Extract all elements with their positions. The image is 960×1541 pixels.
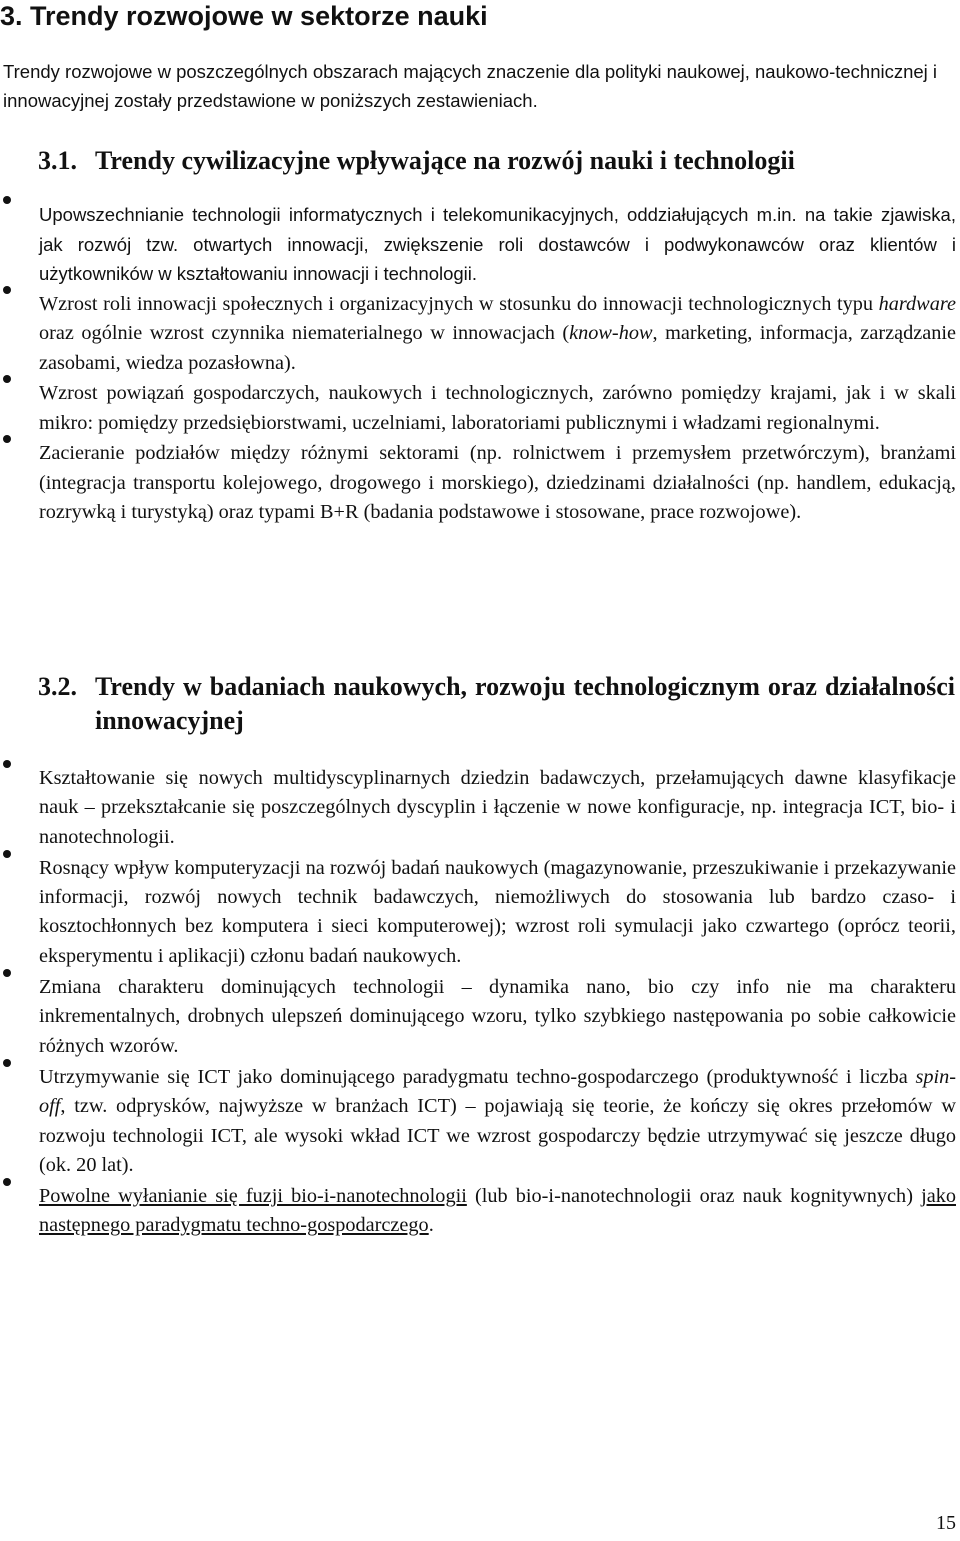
section-heading-3-1 bbox=[38, 144, 958, 178]
list-item-text: Zacieranie podziałów między różnymi sektorami (np. rolnictwem i przemysłem przetwórczym), branżami (integracja transportu kolejowego, drogowego i morskiego), dziedzinami działalności (np. handlem, edukacją, rozrywką i turystyką) oraz typami B+R (badania podstawowe i stosowane, prace rozwojowe). bbox=[39, 442, 956, 523]
list-item bbox=[0, 1182, 960, 1241]
section-number: 3.2. bbox=[38, 672, 77, 701]
list-item bbox=[0, 379, 960, 438]
list-item bbox=[0, 764, 960, 852]
list-item-text: Wzrost powiązań gospodarczych, naukowych i technologicznych, zarówno pomiędzy krajami, jak i w skali mikro: pomiędzy przedsiębiorstwami, uczelniami, laboratoriami publicznymi i władzami regionalnymi. bbox=[39, 382, 956, 434]
italic-term: hardware bbox=[878, 292, 956, 315]
intro-paragraph: Trendy rozwojowe w poszczególnych obszarach mających znaczenie dla polityki naukowej, naukowo-technicznej i innowacyjnej zostały przedstawione w poniższych zestawieniach. bbox=[3, 61, 938, 111]
page-number: 15 bbox=[936, 1512, 956, 1534]
chapter-heading: 3. Trendy rozwojowe w sektorze nauki bbox=[0, 1, 488, 31]
underlined-phrase: jako następnego paradygmatu techno-gospodarczego bbox=[39, 1185, 956, 1237]
section-number: 3.1. bbox=[38, 146, 77, 175]
section-title: Trendy cywilizacyjne wpływające na rozwój nauki i technologii bbox=[95, 146, 795, 175]
italic-term: spin-off bbox=[39, 1065, 956, 1118]
list-item bbox=[0, 439, 960, 528]
trend-list-research bbox=[0, 764, 960, 1243]
list-item bbox=[0, 1063, 960, 1180]
list-item bbox=[0, 973, 960, 1061]
trend-list-civilizational bbox=[0, 200, 960, 529]
list-item bbox=[0, 200, 960, 289]
underlined-phrase: Powolne wyłanianie się fuzji bio-i-nanotechnologii bbox=[39, 1185, 467, 1208]
list-item-text: Kształtowanie się nowych multidyscyplinarnych dziedzin badawczych, przełamujących dawne klasyfikacje nauk – przekształcanie się poszczególnych dyscyplin i łączenie w nowe konfiguracje, np. integracja ICT, bio- i nanotechnologii. bbox=[39, 767, 956, 848]
list-item-text: Utrzymywanie się ICT jako dominującego paradygmatu techno-gospodarczego (produktywność i liczba spin-off, tzw. odprysków, najwyższe w branżach ICT) – pojawiają się teorie, że kończy się okres przełomów w rozwoju technologii ICT, ale wysoki wkład ICT we wzrost gospodarczy będzie utrzymywać się jeszcze długo (ok. 20 lat). bbox=[39, 1065, 956, 1176]
italic-term: know-how bbox=[569, 322, 653, 344]
list-item bbox=[0, 290, 960, 379]
list-item-text: Upowszechnianie technologii informatycznych i telekomunikacyjnych, oddziałujących m.in. na takie zjawiska, jak rozwój tzw. otwartych innowacji, zwiększenie roli dostawców i podwykonawców oraz klientów i użytkowników w kształtowaniu innowacji i technologii. bbox=[39, 204, 956, 284]
list-item-text: Rosnący wpływ komputeryzacji na rozwój badań naukowych (magazynowanie, przeszukiwanie i przekazywanie informacji, rozwój nowych technik badawczych, niemożliwych do stosowania lub bardzo czaso- i kosztochłonnych bez komputera i sieci komputerowej); wzrost roli symulacji jako czwartego (oprócz teorii, eksperymentu i aplikacji) członu badań naukowych. bbox=[39, 856, 956, 967]
section-heading-3-2 bbox=[38, 670, 958, 740]
list-item-text: Zmiana charakteru dominujących technologii – dynamika nano, bio czy info nie ma charakteru inkrementalnych, drobnych ulepszeń dominującego wzoru, tylko szybkiego następowania po sobie całkowicie różnych wzorów. bbox=[39, 976, 956, 1057]
section-title: Trendy w badaniach naukowych, rozwoju technologicznym oraz działalności innowacyjnej bbox=[95, 672, 955, 735]
list-item bbox=[0, 854, 960, 971]
list-item-text: Wzrost roli innowacji społecznych i organizacyjnych w stosunku do innowacji technologicznych typu hardware oraz ogólnie wzrost czynnika niematerialnego w innowacjach (know-how, marketing, informacja, zarządzanie zasobami, wiedza pozasłowna). bbox=[39, 292, 956, 374]
list-item-text: Powolne wyłanianie się fuzji bio-i-nanotechnologii (lub bio-i-nanotechnologii oraz nauk kognitywnych) jako następnego paradygmatu techno-gospodarczego. bbox=[39, 1185, 956, 1237]
